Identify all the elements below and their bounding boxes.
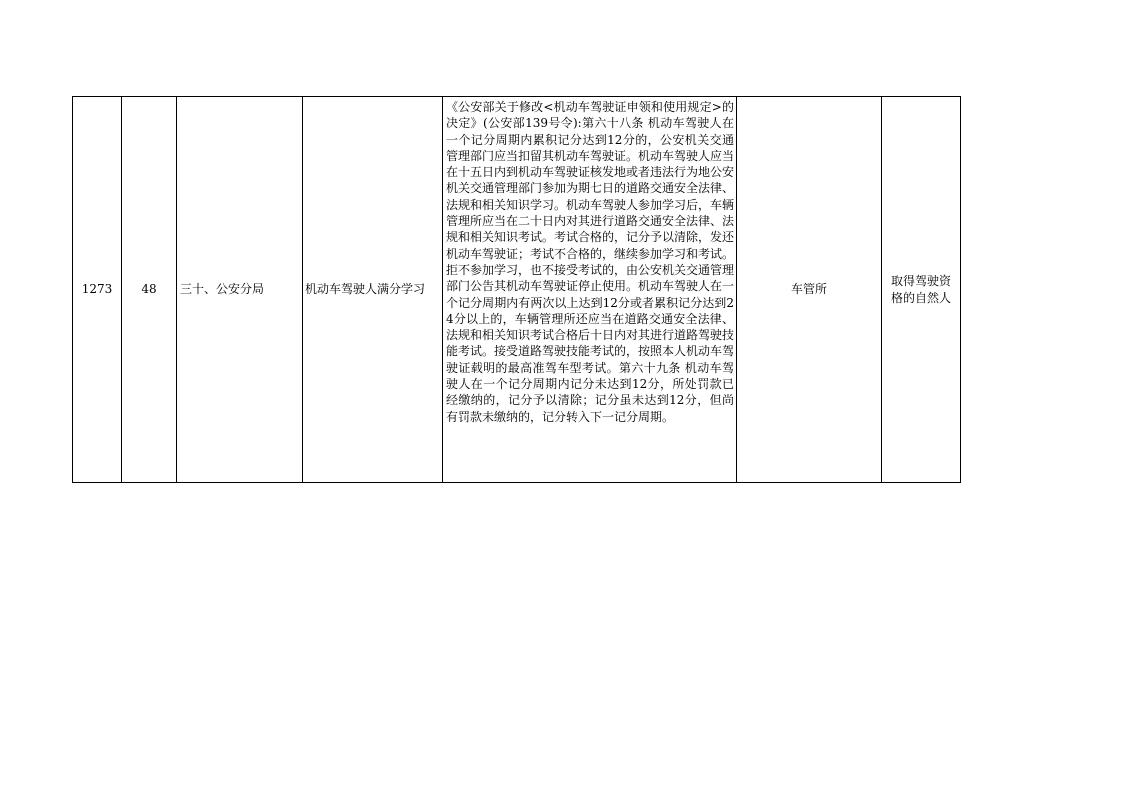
legal-basis-cell[interactable]: 《公安部关于修改<机动车驾驶证申领和使用规定>的决定》(公安部139号令):第六十八条 机动车驾驶人在一个记分周期内累积记分达到12分的，公安机关交通管理部门应当扣留其机动车驾驶证。机动车驾驶人应当在十五日内到机动车驾驶证核发地或者违法行为地公安机关交通管理部门参加为期七日的道路交通安全法律、法规和相关知识学习。机动车驾驶人参加学习后，车辆管理所应当在二十日内对其进行道路交通安全法律、法规和相关知识考试。考试合格的，记分予以清除，发还机动车驾驶证；考试不合格的，继续参加学习和考试。拒不参加学习，也不接受考试的，由公安机关交通管理部门公告其机动车驾驶证停止使用。机动车驾驶人在一个记分周期内有两次以上达到12分或者累积记分达到24分以上的，车辆管理所还应当在道路交通安全法律、法规和相关知识考试合格后十日内对其进行道路驾驶技能考试。接受道路驾驶技能考试的，按照本人机动车驾驶证载明的最高准驾车型考试。第六十九条 机动车驾驶人在一个记分周期内记分未达到12分，所处罚款已经缴纳的，记分予以清除；记分虽未达到12分，但尚有罚款未缴纳的，记分转入下一记分周期。 [443, 97, 737, 483]
service-target-cell[interactable]: 取得驾驶资格的自然人 [882, 97, 961, 483]
department-cell[interactable]: 三十、公安分局 [177, 97, 303, 483]
sub-number-cell[interactable]: 48 [122, 97, 177, 483]
table-row [73, 97, 961, 483]
item-name-cell[interactable]: 机动车驾驶人满分学习 [303, 97, 443, 483]
serial-number-cell[interactable]: 1273 [73, 97, 122, 483]
record-table [72, 96, 961, 483]
implementing-unit-cell[interactable]: 车管所 [737, 97, 882, 483]
